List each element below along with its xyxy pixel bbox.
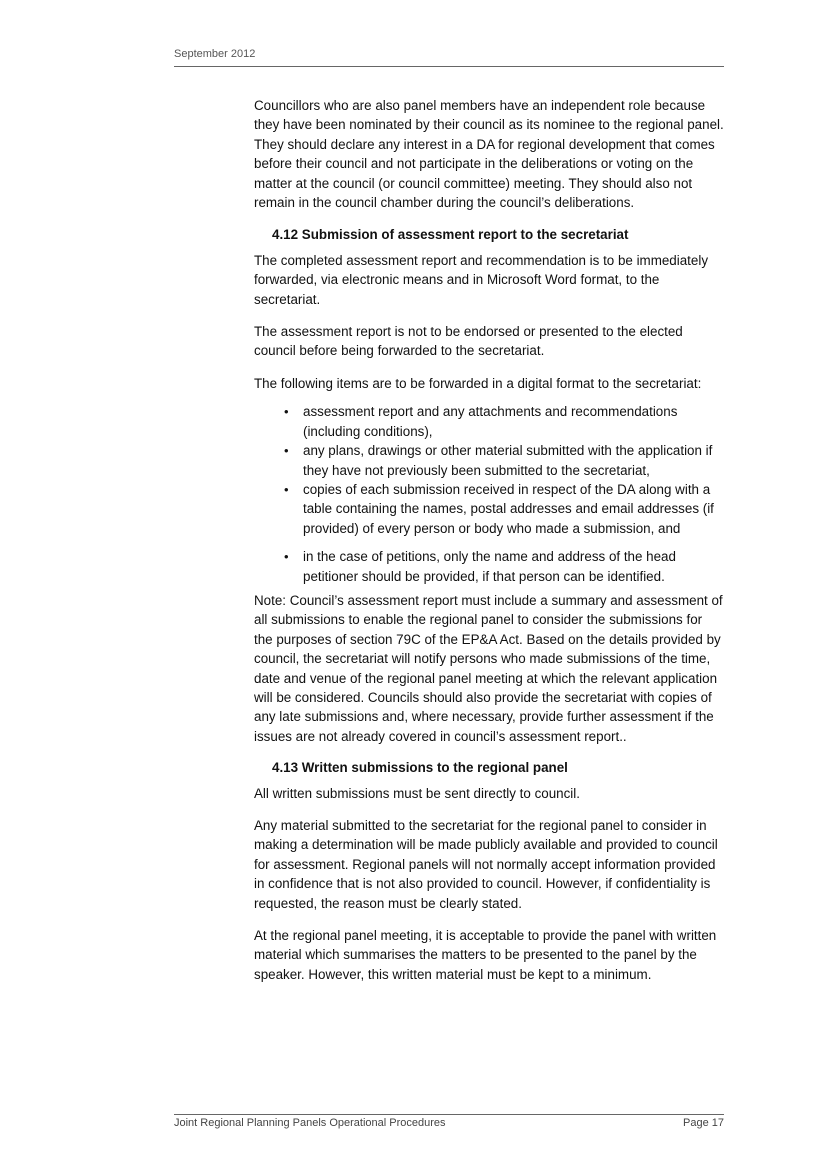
note-paragraph: Note: Council’s assessment report must include a summary and assessment of all submissions to enable the regional panel to consider the submissions for the purposes of section 79C of the EP&A Act. Based on the details provided by council, the secretariat will notify persons who made submissions of the time, date and venue of the regional panel meeting at which the relevant application will be considered. Councils should also provide the secretariat with copies of any late submissions and, where necessary, provide further assessment if the issues are not already covered in council’s assessment report.. (254, 592, 723, 744)
bullet-list (254, 402, 724, 586)
list-item (254, 441, 724, 480)
list-item (254, 480, 724, 538)
list-item-text: assessment report and any attachments and recommendations (including conditions), (303, 404, 678, 439)
paragraph: The completed assessment report and recommendation is to be immediately forwarded, via electronic means and in Microsoft Word format, to the secretariat. (254, 252, 709, 307)
footer-page-number: Page 17 (683, 1117, 724, 1129)
paragraph: At the regional panel meeting, it is acceptable to provide the panel with written material which summarises the matters to be presented to the panel by the speaker. However, this written material must be kept to a minimum. (254, 928, 717, 982)
list-item (254, 402, 724, 441)
paragraph: The following items are to be forwarded in a digital format to the secretariat: (254, 375, 702, 391)
section-heading-4-12: 4.12 Submission of assessment report to the secretariat (272, 227, 629, 243)
list-item-text: any plans, drawings or other material submitted with the application if they have not previously been submitted to the secretariat, (303, 443, 713, 478)
document-body (254, 96, 724, 997)
bullet-icon: • (284, 404, 289, 420)
footer-document-title: Joint Regional Planning Panels Operational Procedures (174, 1117, 446, 1129)
list-item (254, 547, 724, 586)
footer-divider (174, 1114, 724, 1115)
list-item-text: in the case of petitions, only the name and address of the head petitioner should be provided, if that person can be identified. (303, 549, 676, 584)
bullet-icon: • (284, 549, 289, 565)
page-header-date: September 2012 (174, 48, 256, 60)
list-item-text: copies of each submission received in respect of the DA along with a table containing the names, postal addresses and email addresses (if provided) of every person or body who made a submission, and (303, 481, 714, 536)
paragraph: All written submissions must be sent directly to council. (254, 785, 580, 801)
section-heading-4-13: 4.13 Written submissions to the regional panel (272, 760, 568, 776)
paragraph: Any material submitted to the secretariat for the regional panel to consider in making a determination will be made publicly available and provided to council for assessment. Regional panels will not normally accept information provided in confidence that is not also provided to council. However, if confidentiality is requested, the reason must be clearly stated. (254, 818, 718, 911)
header-divider (174, 66, 724, 67)
bullet-icon: • (284, 481, 289, 497)
bullet-icon: • (284, 443, 289, 459)
paragraph: The assessment report is not to be endorsed or presented to the elected council before being forwarded to the secretariat. (254, 324, 683, 359)
intro-paragraph: Councillors who are also panel members have an independent role because they have been nominated by their council as its nominee to the regional panel. They should declare any interest in a DA for regional development that comes before their council and not participate in the deliberations or voting on the matter at the council (or council committee) meeting. They should also not remain in the council chamber during the council’s deliberations. (254, 98, 724, 211)
